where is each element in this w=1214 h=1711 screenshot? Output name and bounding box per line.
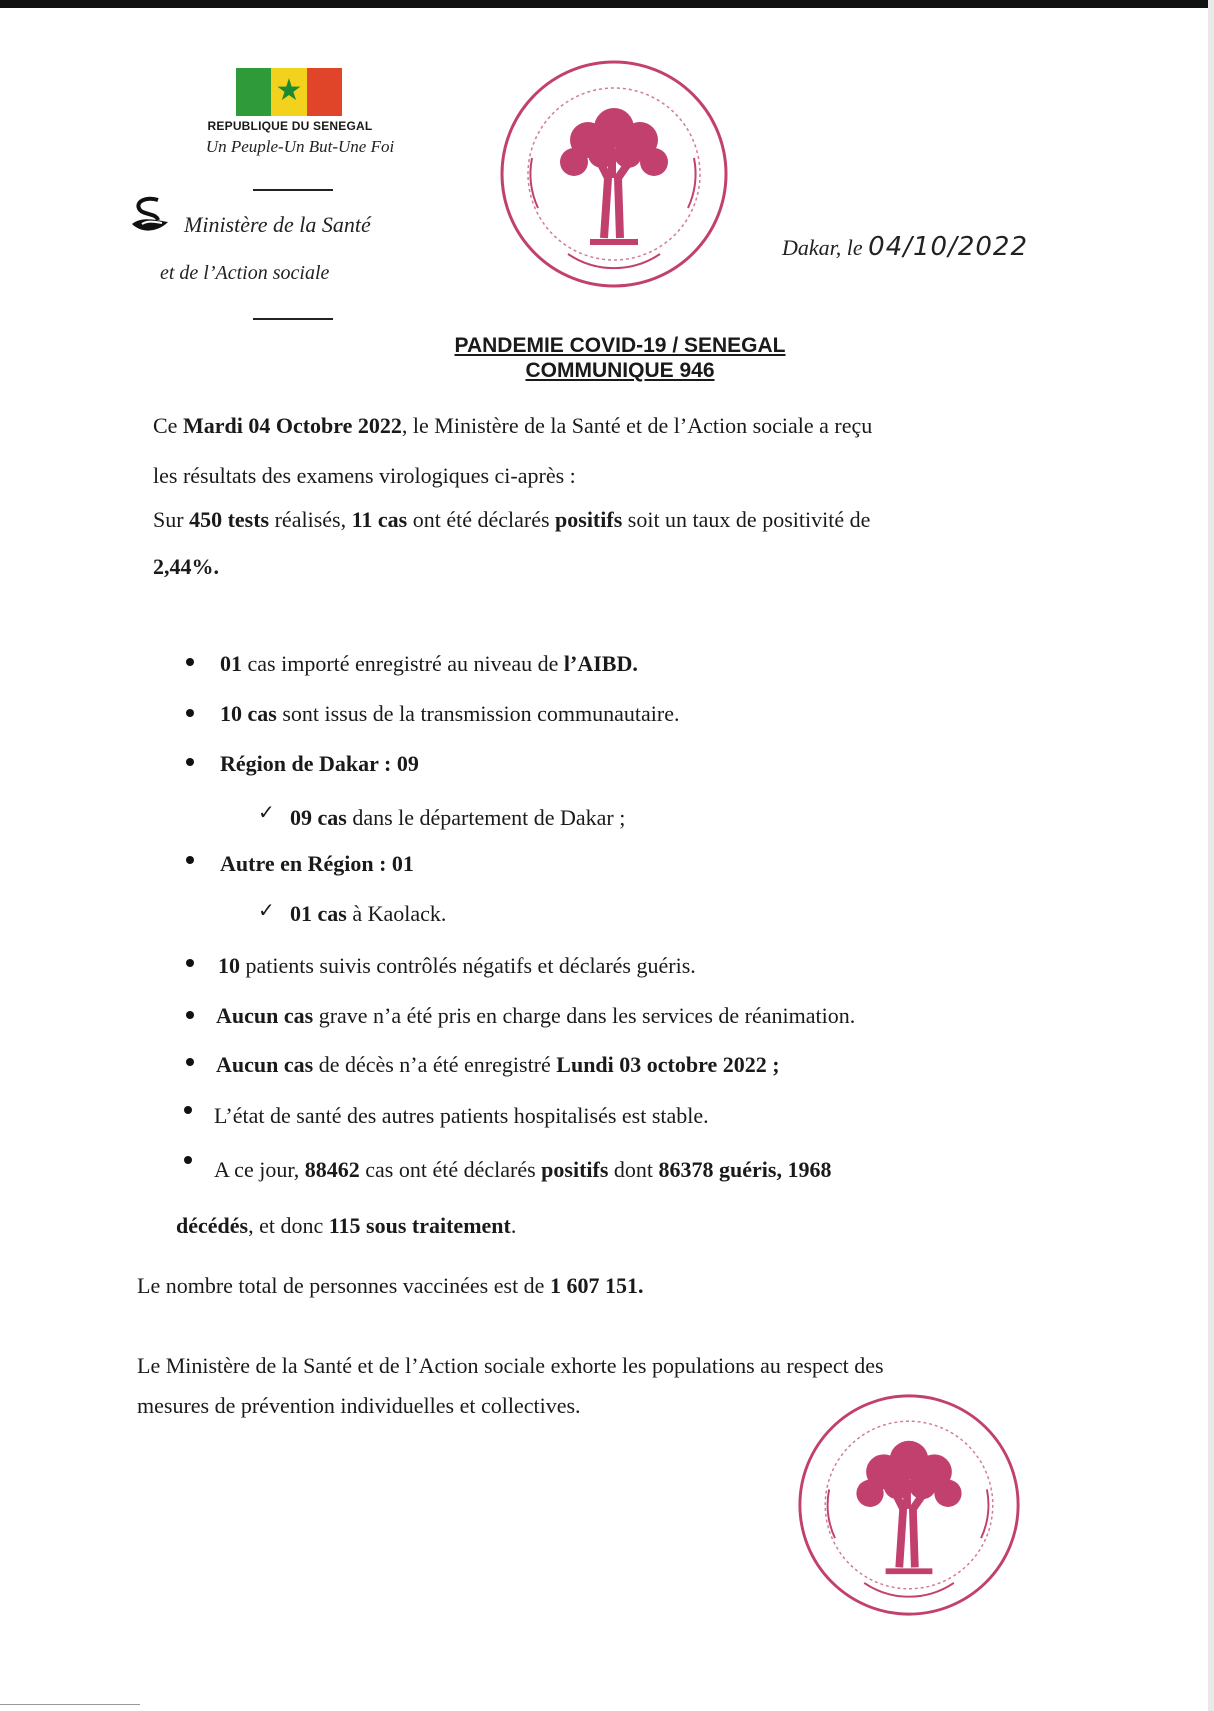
bullet-other-region: Autre en Région : 01 [220, 851, 414, 876]
divider [253, 189, 333, 191]
ministry-logo-icon [128, 196, 174, 236]
republic-name: REPUBLIQUE DU SENEGAL [207, 119, 373, 133]
bullet-dakar-region: Région de Dakar : 09 [220, 751, 419, 776]
bullet-icon [186, 1011, 194, 1019]
date-value: 04/10/2022 [868, 232, 1029, 262]
title-line2: COMMUNIQUE 946 [525, 359, 715, 382]
document-date [782, 232, 1028, 262]
ministry-name-line2: et de l’Action sociale [160, 262, 330, 284]
date-prefix: Dakar, le [782, 235, 869, 260]
vaccination-total: Le nombre total de personnes vaccinées est de 1 607 151. [137, 1273, 644, 1298]
exhortation-line1: Le Ministère de la Santé et de l’Action sociale exhorte les populations au respect des [137, 1353, 884, 1378]
intro-line1: Ce Mardi 04 Octobre 2022, le Ministère de la Santé et de l’Action sociale a reçu [153, 413, 873, 438]
bullet-severe: Aucun cas grave n’a été pris en charge dans les services de réanimation. [216, 1003, 856, 1028]
bullet-totals-cont: décédés, et donc 115 sous traitement. [176, 1213, 517, 1238]
bullet-stable: L’état de santé des autres patients hospitalisés est stable. [214, 1103, 709, 1128]
sub-dakar-department: 09 cas dans le département de Dakar ; [290, 805, 626, 830]
bullet-icon [186, 856, 194, 864]
scan-bottom-line [0, 1704, 140, 1705]
seal-stamp-icon [498, 58, 730, 290]
bullet-icon [186, 658, 194, 666]
title-line1: PANDEMIE COVID-19 / SENEGAL [454, 334, 786, 357]
seal-stamp-icon [796, 1392, 1022, 1618]
intro-line2: les résultats des examens virologiques ci-après : [153, 463, 576, 488]
bullet-icon [184, 1106, 192, 1114]
exhortation-line2: mesures de prévention individuelles et collectives. [137, 1393, 581, 1418]
bullet-icon [184, 1156, 192, 1164]
check-icon: ✓ [258, 800, 275, 824]
intro-line3: Sur 450 tests réalisés, 11 cas ont été déclarés positifs soit un taux de positivité de [153, 507, 871, 532]
national-motto: Un Peuple-Un But-Une Foi [205, 137, 395, 156]
bullet-totals: A ce jour, 88462 cas ont été déclarés positifs dont 86378 guéris, 1968 [214, 1157, 832, 1182]
positivity-rate: 2,44%. [153, 554, 219, 579]
sub-kaolack: 01 cas à Kaolack. [290, 901, 447, 926]
bullet-imported: 01 cas importé enregistré au niveau de l’AIBD. [220, 651, 638, 676]
bullet-icon [186, 1058, 194, 1066]
ministry-name-line1: Ministère de la Santé [184, 212, 371, 237]
senegal-flag-icon: ★ [236, 68, 342, 116]
scan-right-edge [1208, 0, 1214, 1711]
bullet-icon [186, 758, 194, 766]
bullet-deaths: Aucun cas de décès n’a été enregistré Lundi 03 octobre 2022 ; [216, 1052, 780, 1077]
bullet-icon [186, 959, 194, 967]
divider [253, 318, 333, 320]
check-icon: ✓ [258, 898, 275, 922]
bullet-icon [186, 709, 194, 717]
bullet-recovered: 10 patients suivis contrôlés négatifs et déclarés guéris. [218, 953, 696, 978]
scan-top-border [0, 0, 1214, 8]
bullet-community: 10 cas sont issus de la transmission communautaire. [220, 701, 680, 726]
